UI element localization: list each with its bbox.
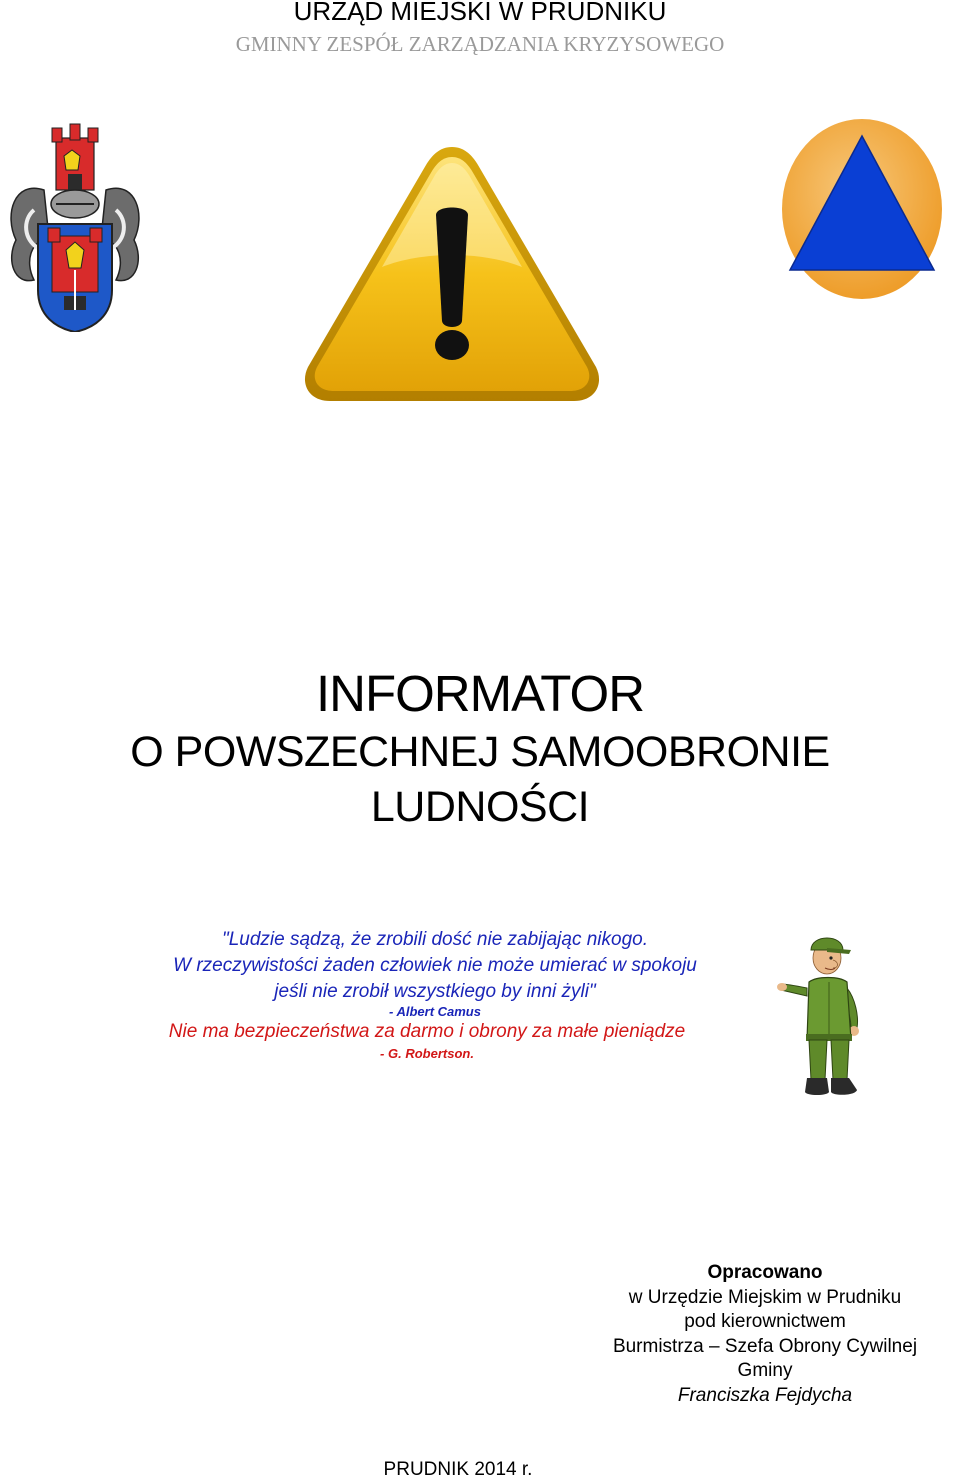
credits-line: Gminy — [737, 1360, 793, 1381]
quote-line1: "Ludzie sądzą, że zrobili dość nie zabijając nikogo. — [221, 929, 649, 950]
motto-text: Nie ma bezpieczeństwa za darmo i obrony za małe pieniądze — [168, 1021, 686, 1042]
credits-line: pod kierownictwem — [684, 1311, 846, 1332]
soldier-icon — [777, 928, 877, 1100]
warning-icon — [302, 141, 602, 405]
credits-heading: Opracowano — [707, 1262, 823, 1283]
main-subtitle-line1: O POWSZECHNEJ SAMOOBRONIE — [130, 728, 830, 776]
civil-defense-icon — [781, 118, 944, 300]
credits-line: Burmistrza – Szefa Obrony Cywilnej — [612, 1336, 918, 1357]
quote-line2: W rzeczywistości żaden człowiek nie może umierać w spokoju — [173, 955, 697, 976]
quote-line3: jeśli nie zrobił wszystkiego by inni żyli" — [274, 981, 596, 1002]
header-subtitle: GMINNY ZESPÓŁ ZARZĄDZANIA KRYZYSOWEGO — [235, 32, 725, 56]
main-title: INFORMATOR — [315, 665, 645, 722]
main-subtitle-line2: LUDNOŚCI — [370, 783, 590, 831]
quote-author: - Albert Camus — [389, 1004, 481, 1019]
credits-signatory: Franciszka Fejdycha — [677, 1385, 853, 1406]
footer-place-date: PRUDNIK 2014 r. — [383, 1459, 533, 1480]
coat-of-arms-icon — [4, 120, 146, 332]
header-title: URZĄD MIEJSKI W PRUDNIKU — [293, 0, 667, 26]
credits-line: w Urzędzie Miejskim w Prudniku — [628, 1287, 902, 1308]
motto-author: - G. Robertson. — [380, 1046, 474, 1061]
